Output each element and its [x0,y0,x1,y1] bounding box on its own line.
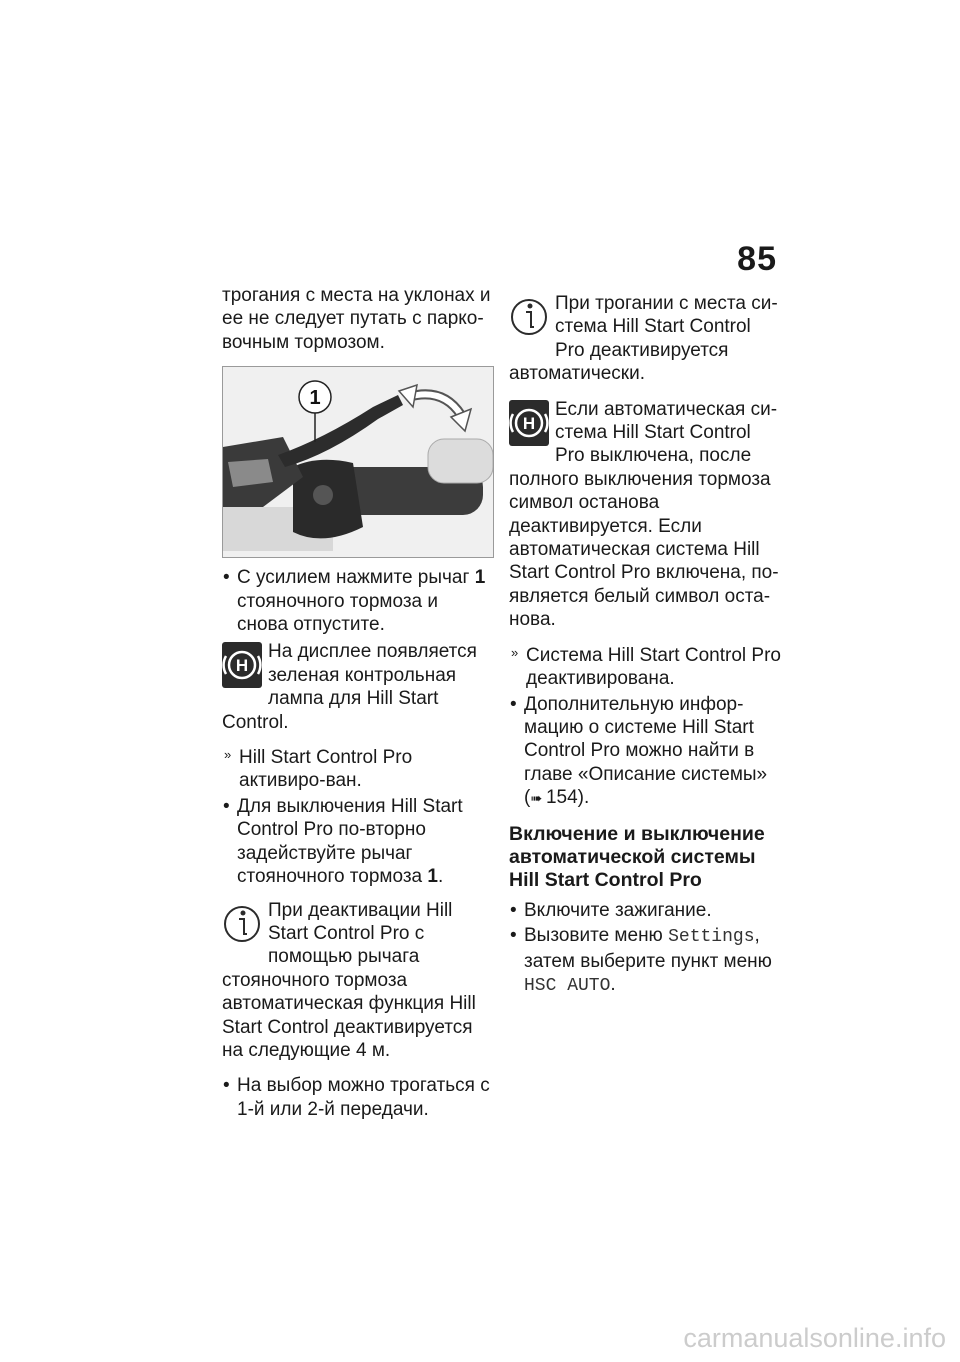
handlebar-illustration [223,367,493,557]
menu-settings: Settings [668,927,755,948]
note-text: При деактивации Hill Start Control Pro с помощью рычага стояночного тормоза автоматическая функция Hill Start Control деактивируется на следующие 4 м. [222,899,476,1061]
result-deactivated: » Система Hill Start Control Pro деактивирована. [509,644,781,691]
bullet-ignition: • Включите зажигание. [510,899,712,921]
info-icon [509,294,549,340]
menu-hsc-auto: HSC AUTO [524,975,611,996]
bullet-press-lever: • С усилием нажмите рычаг 1 стояночного тормоза и снова отпустите. [223,567,486,636]
bullet-gear: • На выбор можно трогаться с 1-й или 2-й передачи. [223,1075,490,1120]
bullet-mark: • [223,1075,230,1097]
bullet-menu: • Вызовите меню Settings, затем выберите пункт меню HSC AUTO. [510,925,772,996]
right-column [509,284,781,1000]
result-mark: » [511,644,519,660]
note-text: При трогании с места си-стема Hill Start Control Pro деактивируется автоматически. [509,293,778,385]
bullet-mark: • [510,693,517,715]
page-ref[interactable]: 154 [545,787,578,809]
note-auto-deactivate [509,292,781,386]
svg-text:H: H [235,656,249,676]
left-column [222,284,494,1123]
bullet-mark: • [510,899,517,921]
note-text: Если автоматическая си-стема Hill Start Control Pro выключена, после полного выключения тормоза символ останова деактивируется. Если автоматическая система Hill Start Control Pro включена, по-является белый символ оста-нова. [509,398,779,631]
svg-text:H: H [522,413,536,433]
watermark: carmanualsonline.info [683,1323,946,1353]
note-green-lamp [222,640,494,734]
bullet-more-info: • Дополнительную инфор-мацию о системе Hill Start Control Pro можно найти в главе «Описание системы» (➠ 154). [510,693,768,809]
handlebar-figure [222,366,494,558]
bullet-mark: • [223,567,230,589]
note-stop-symbol [509,398,781,632]
page-number: 85 [737,240,777,278]
callout-label: 1 [309,387,321,410]
result-activated: » Hill Start Control Pro активиро-ван. [222,746,494,793]
hill-start-control-icon [509,400,549,446]
info-icon [222,901,262,947]
bullet-deactivate: • Для выключения Hill Start Control Pro по-вторно задействуйте рычаг стояночного тормоза 1. [223,795,463,888]
page-ref-arrow-icon: ➠ [530,790,546,807]
note-deactivation [222,899,494,1063]
intro-text: трогания с места на уклонах и ее не следует путать с парко-вочным тормозом. [222,285,491,353]
hill-start-control-icon [222,642,262,688]
note-text: На дисплее появляется зеленая контрольная лампа для Hill Start Control. [222,641,477,733]
bullet-mark: • [223,795,230,817]
section-heading: Включение и выключение автоматической системы Hill Start Control Pro [509,822,765,892]
result-mark: » [224,747,232,763]
bullet-mark: • [510,925,517,947]
